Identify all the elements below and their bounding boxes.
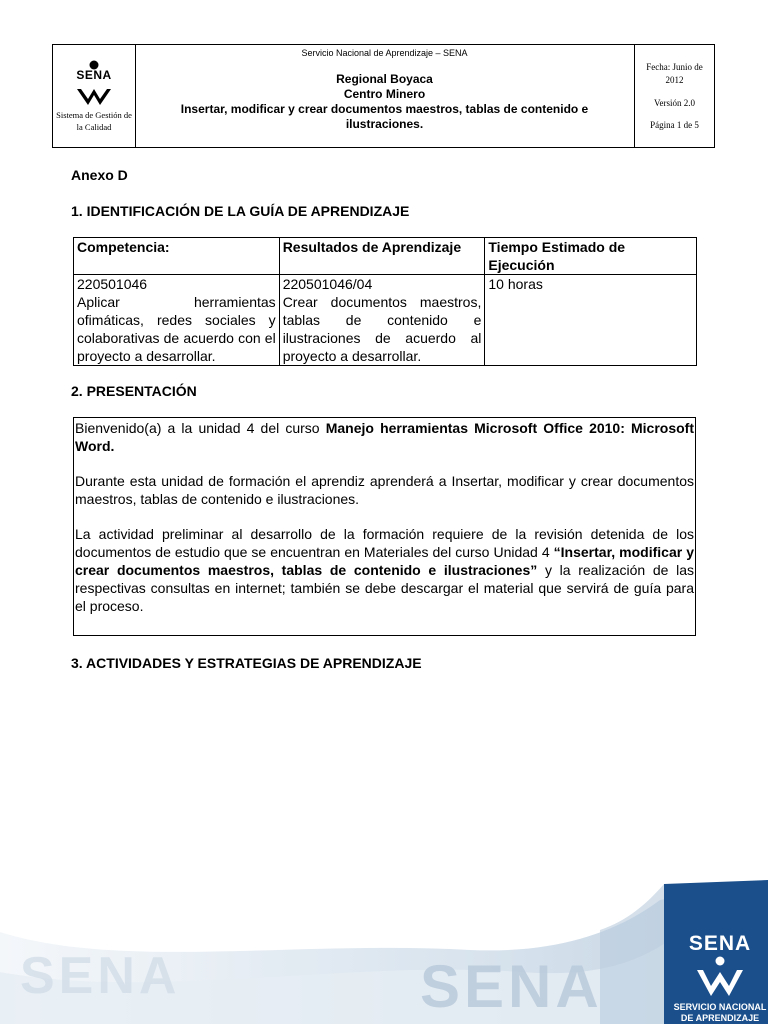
- table-row: [74, 275, 697, 366]
- header-title-cell: [135, 45, 635, 147]
- tiempo-value: 10 horas: [488, 276, 543, 292]
- centro-name: Centro Minero: [343, 87, 426, 101]
- competency-table: [73, 237, 697, 366]
- table-header-row: [74, 238, 697, 275]
- column-header: Resultados de Aprendizaje: [279, 238, 485, 275]
- document-title: Insertar, modificar y crear documentos maestros, tablas de contenido e ilustraciones.: [180, 102, 589, 131]
- document-date: Fecha: Junio de 2012: [646, 62, 703, 85]
- footer-watermark: SENA: [20, 947, 181, 1005]
- resultado-text: Crear documentos maestros, tablas de contenido e ilustraciones de acuerdo al proyecto a desarrollar.: [282, 294, 482, 364]
- presentation-text: La actividad preliminar al desarrollo de la formación requiere de la revisión detenida de los documentos de estudio que se encuentran en Materiales del curso Unidad 4: [75, 526, 694, 560]
- course-name: Manejo herramientas Microsoft Office 2010: Microsoft Word.: [75, 420, 694, 454]
- competencia-cell: [74, 275, 280, 366]
- unit-title: “Insertar, modificar y crear documentos maestros, tablas de contenido e ilustraciones”: [75, 544, 694, 578]
- resultado-cell: [279, 275, 485, 366]
- footer-banner: [0, 880, 768, 1024]
- regional-name: Regional Boyaca: [336, 72, 433, 86]
- quality-system-label: Sistema de Gestión de la Calidad: [56, 110, 132, 132]
- footer-logo: [672, 932, 768, 1024]
- presentation-box: [73, 417, 696, 636]
- sena-logo-icon: [71, 59, 117, 107]
- presentation-paragraph: [75, 419, 694, 455]
- page-number: Página 1 de 5: [650, 120, 699, 130]
- document-version: Versión 2.0: [654, 98, 695, 108]
- service-name: Servicio Nacional de Aprendizaje – SENA: [301, 48, 468, 58]
- footer-service-line2: DE APRENDIZAJE: [680, 1013, 760, 1023]
- annex-label: Anexo D: [71, 167, 128, 183]
- presentation-paragraph: [75, 525, 694, 615]
- column-header: Tiempo Estimado de Ejecución: [485, 238, 697, 275]
- competencia-code: 220501046: [77, 276, 148, 292]
- header-title-block: [135, 72, 634, 132]
- document-header: [52, 44, 715, 148]
- footer-service-line1: SERVICIO NACIONAL: [673, 1002, 767, 1012]
- tiempo-cell: [485, 275, 697, 366]
- section3-heading: 3. ACTIVIDADES Y ESTRATEGIAS DE APRENDIZAJE: [71, 655, 422, 671]
- header-logo-cell: [53, 45, 136, 147]
- resultado-code: 220501046/04: [282, 276, 373, 292]
- presentation-text: Bienvenido(a) a la unidad 4 del curso: [75, 420, 326, 436]
- section2-heading: 2. PRESENTACIÓN: [71, 383, 197, 399]
- header-meta-cell: [635, 45, 714, 147]
- section1-heading: 1. IDENTIFICACIÓN DE LA GUÍA DE APRENDIZAJE: [71, 203, 410, 219]
- sena-logo-icon: [691, 956, 749, 998]
- footer-watermark: SENA: [420, 953, 603, 1020]
- presentation-paragraph: Durante esta unidad de formación el aprendiz aprenderá a Insertar, modificar y crear documentos maestros, tablas de contenido e ilustraciones.: [75, 473, 694, 507]
- footer-logo-text: SENA: [688, 932, 752, 955]
- column-header: Competencia:: [74, 238, 280, 275]
- presentation-text: y la realización de las respectivas consultas en internet; también se debe descargar el material que servirá de guía para el proceso.: [75, 562, 694, 614]
- competencia-text: Aplicar herramientas ofimáticas, redes sociales y colaborativas de acuerdo con el proyecto a desarrollar.: [77, 294, 276, 364]
- sena-logo-text: SENA: [76, 68, 112, 82]
